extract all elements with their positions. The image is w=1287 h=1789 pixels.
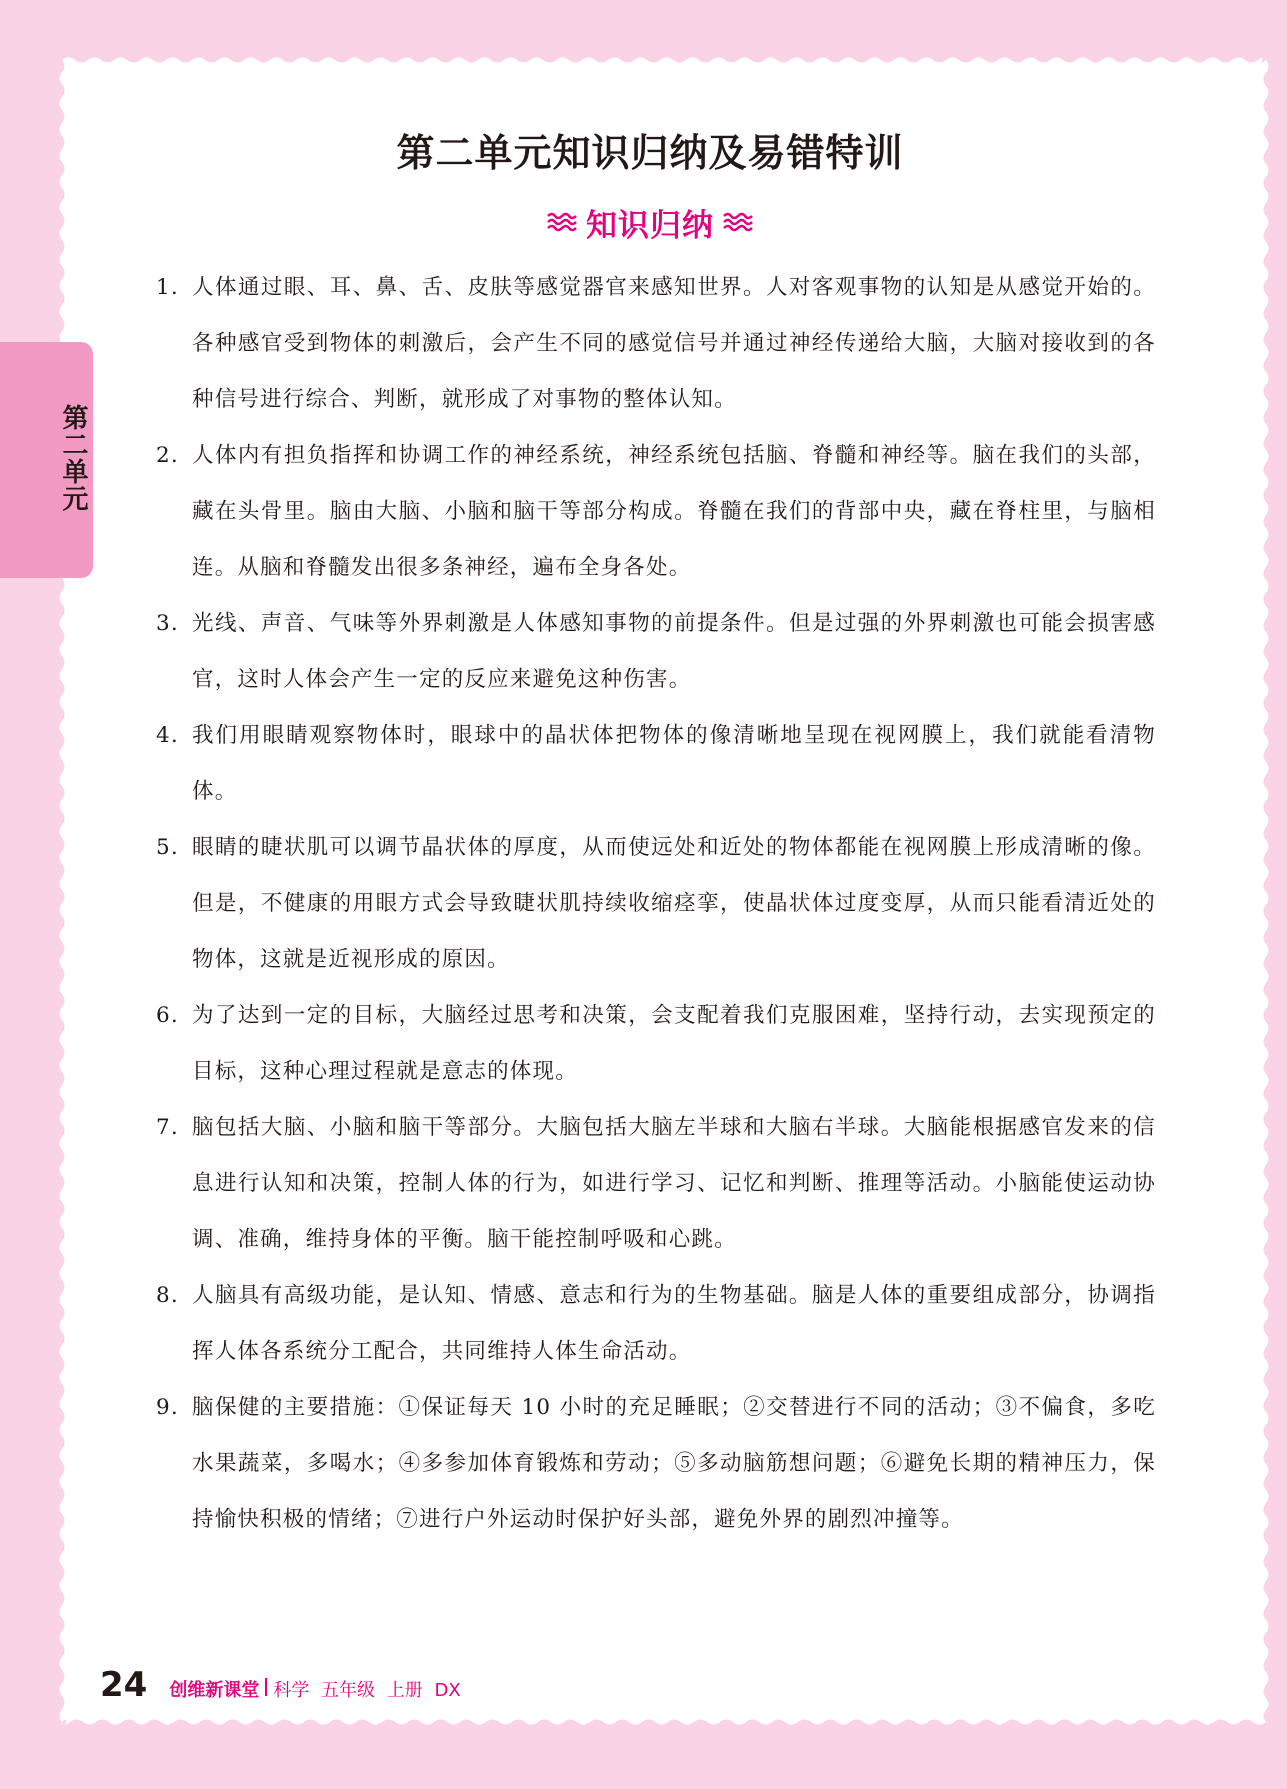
- item-text: 人体通过眼、耳、鼻、舌、皮肤等感觉器官来感知世界。人对客观事物的认知是从感觉开始的。各种感官受到物体的刺激后，会产生不同的感觉信号并通过神经传递给大脑，大脑对接收到的各种信号进行综合、判断，就形成了对事物的整体认知。: [192, 275, 1156, 412]
- section-heading-text: 知识归纳: [586, 207, 714, 244]
- list-item: [156, 1100, 1156, 1268]
- item-number: 7.: [156, 1115, 179, 1140]
- item-text: 脑包括大脑、小脑和脑干等部分。大脑包括大脑左半球和大脑右半球。大脑能根据感官发来的信息进行认知和决策，控制人体的行为，如进行学习、记忆和判断、推理等活动。小脑能使运动协调、准确，维持身体的平衡。脑干能控制呼吸和心跳。: [192, 1115, 1156, 1252]
- book-info: 科学 五年级 上册 DX: [273, 1680, 461, 1701]
- list-item: [156, 596, 1156, 708]
- section-heading: [480, 200, 820, 244]
- list-item: [156, 1268, 1156, 1380]
- page-title: 第二单元知识归纳及易错特训: [396, 131, 904, 175]
- item-number: 4.: [156, 723, 179, 748]
- item-number: 9.: [156, 1395, 179, 1420]
- list-item: [156, 428, 1156, 596]
- item-number: 2.: [156, 443, 179, 468]
- list-item: [156, 988, 1156, 1100]
- item-text: 人体内有担负指挥和协调工作的神经系统，神经系统包括脑、脊髓和神经等。脑在我们的头部，藏在头骨里。脑由大脑、小脑和脑干等部分构成。脊髓在我们的背部中央，藏在脊柱里，与脑相连。从脑和脊髓发出很多条神经，遍布全身各处。: [192, 443, 1156, 580]
- item-number: 8.: [156, 1283, 179, 1308]
- list-item: [156, 1380, 1156, 1548]
- item-text: 我们用眼睛观察物体时，眼球中的晶状体把物体的像清晰地呈现在视网膜上，我们就能看清物体。: [192, 723, 1156, 804]
- list-item: [156, 260, 1156, 428]
- item-text: 脑保健的主要措施：①保证每天 10 小时的充足睡眠；②交替进行不同的活动；③不偏食，多吃水果蔬菜，多喝水；④多参加体育锻炼和劳动；⑤多动脑筋想问题；⑥避免长期的精神压力，保持愉快积极的情绪；⑦进行户外运动时保护好头部，避免外界的剧烈冲撞等。: [192, 1395, 1156, 1532]
- wave-icon: [722, 210, 754, 234]
- brand-name: 创维新课堂: [169, 1680, 260, 1701]
- item-text: 人脑具有高级功能，是认知、情感、意志和行为的生物基础。脑是人体的重要组成部分，协调指挥人体各系统分工配合，共同维持人体生命活动。: [192, 1283, 1156, 1364]
- unit-side-tab-label: 第二单元: [58, 404, 88, 512]
- knowledge-list: [156, 260, 1156, 1548]
- list-item: [156, 708, 1156, 820]
- wave-icon: [546, 210, 578, 234]
- page-footer: [100, 1665, 461, 1709]
- page-number: 24: [100, 1665, 148, 1705]
- list-item: [156, 820, 1156, 988]
- footer-divider: [265, 1678, 267, 1696]
- item-number: 1.: [156, 275, 179, 300]
- item-text: 眼睛的睫状肌可以调节晶状体的厚度，从而使远处和近处的物体都能在视网膜上形成清晰的像。但是，不健康的用眼方式会导致睫状肌持续收缩痉挛，使晶状体过度变厚，从而只能看清近处的物体，这就是近视形成的原因。: [192, 835, 1156, 972]
- item-number: 5.: [156, 835, 179, 860]
- item-text: 光线、声音、气味等外界刺激是人体感知事物的前提条件。但是过强的外界刺激也可能会损害感官，这时人体会产生一定的反应来避免这种伤害。: [192, 611, 1156, 692]
- item-number: 3.: [156, 611, 179, 636]
- item-number: 6.: [156, 1003, 179, 1028]
- item-text: 为了达到一定的目标，大脑经过思考和决策，会支配着我们克服困难，坚持行动，去实现预定的目标，这种心理过程就是意志的体现。: [192, 1003, 1156, 1084]
